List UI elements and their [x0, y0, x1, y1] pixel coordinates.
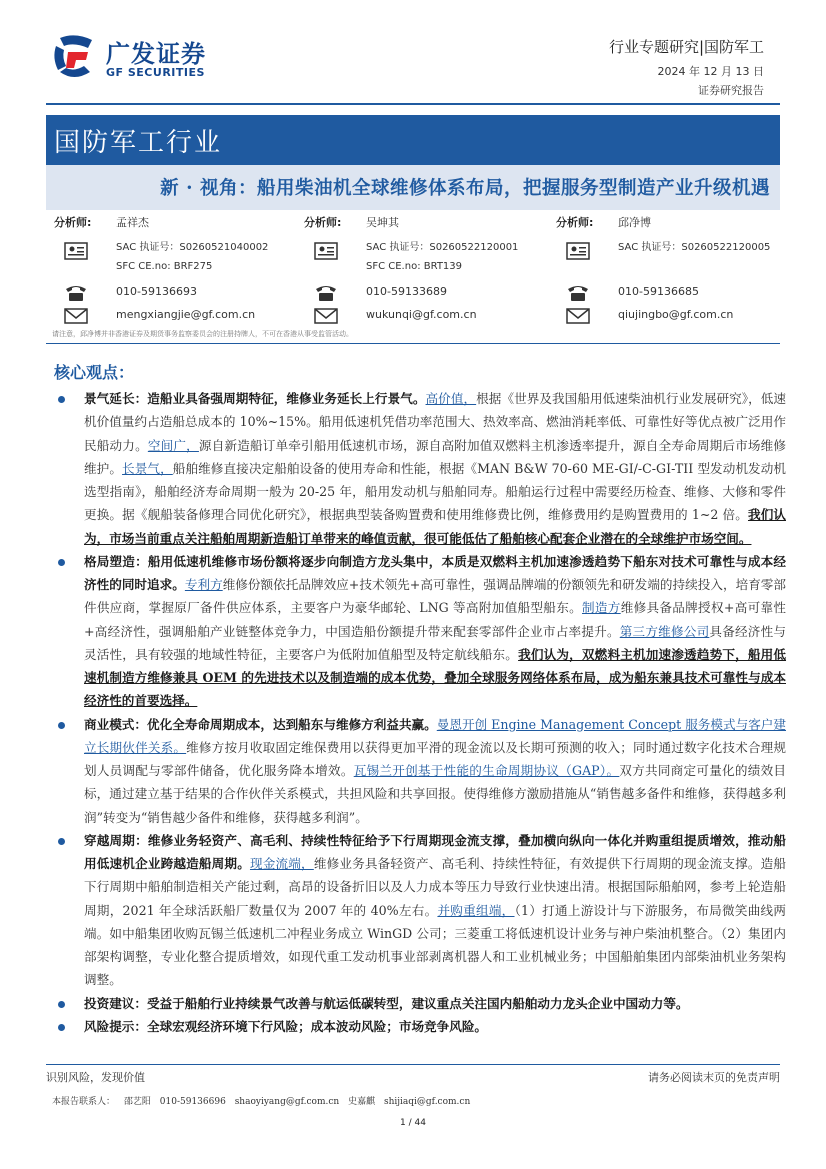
page-number: 1 / 44 [400, 1118, 426, 1128]
logo-text-en: GF SECURITIES [106, 66, 205, 79]
point-keyword: 现金流端， [249, 856, 314, 871]
phone-icon [314, 283, 338, 303]
point-keyword: 专利方 [184, 577, 223, 592]
point-keyword: 长景气， [122, 460, 173, 476]
analyst-card [296, 214, 536, 324]
bullet-icon [58, 1024, 65, 1031]
point-text: 具备经济性与灵活性，具有较强的地域性特征，主要客户为低附加值船型及特定航线船东。 [84, 623, 787, 662]
contact-name: 史嘉麒 [348, 1097, 376, 1107]
mail-icon [64, 306, 88, 326]
report-type: 行业专题研究|国防军工 [608, 38, 764, 56]
analyst-card [548, 214, 788, 324]
industry-title: 国防军工行业 [54, 128, 223, 158]
footer-slogan: 识别风险，发现价值 [46, 1071, 145, 1084]
analyst-email[interactable]: wukunqi@gf.com.cn [366, 308, 477, 321]
point-text: 源自新造船订单牵引船用低速机市场，源自高附加值双燃料主机渗透率提升，源自全寿命周期后市场维修维护。 [84, 437, 787, 476]
contact-phone: 010-59136696 [159, 1097, 226, 1107]
analyst-sac: SAC 执证号：S0260522120005 [618, 242, 771, 253]
point-business-model [54, 713, 786, 829]
analyst-sfc: SFC CE.no: BRT139 [366, 261, 463, 272]
footer-divider [46, 1064, 780, 1065]
bullet-icon [58, 722, 65, 729]
analyst-name: 邱净博 [618, 216, 651, 229]
point-keyword: 并购重组端， [437, 902, 515, 918]
point-text: 维修业务具备轻资产、高毛利、持续性特征，有效提供下行周期的现金流支撑。造船下行周期中船舶制造相关产能过剩，高昂的设备折旧以及人力成本等压力导致行业快速出清。根据国际船舶网，参考上轮造船周期，2021 年全球活跃船厂数量仅为 2007 年的 40%左右。 [84, 856, 787, 918]
point-keyword: 高价值， [425, 391, 477, 406]
mail-icon [314, 306, 338, 326]
bullet-icon [58, 396, 65, 403]
contact-label: 本报告联系人： [52, 1097, 116, 1107]
id-card-icon [64, 241, 88, 261]
analyst-phone: 010-59133689 [366, 285, 447, 298]
point-text: 维修方按月收取固定维保费用以获得更加平滑的现金流以及长期可预测的收入；同时通过数字化技术合理规划人员调配与零部件储备，优化服务降本增效。 [84, 739, 787, 778]
point-text: 双方共同商定可量化的绩效目标，通过建立基于结果的合作伙伴关系模式，共担风险和共享回报。使得维修方激励措施从“销售越多备件和维修，获得越多利润”转变为“销售越少备件和维修，获得越多利润”。 [84, 763, 787, 825]
point-keyword: 第三方维修公司 [619, 623, 710, 639]
title-banner [46, 115, 780, 210]
point-lead: 景气延长：造船业具备强周期特征，维修业务延长上行景气。 [84, 391, 426, 406]
point-keyword: 瓦锡兰开创基于性能的生命周期协议（GAP）。 [353, 763, 620, 778]
point-prosperity [54, 387, 786, 550]
analyst-sfc: SFC CE.no: BRF275 [116, 261, 213, 272]
analyst-phone: 010-59136693 [116, 285, 197, 298]
analyst-sac: SAC 执证号：S0260522120001 [366, 242, 519, 253]
point-keyword: 空间广， [147, 437, 199, 453]
contact-email[interactable]: shijiaqi@gf.com.cn [383, 1097, 471, 1107]
analyst-sac: SAC 执证号：S0260521040002 [116, 242, 269, 253]
phone-icon [566, 283, 590, 303]
point-landscape [54, 550, 786, 713]
section-title: 核心观点： [54, 363, 135, 382]
analyst-email[interactable]: mengxiangjie@gf.com.cn [116, 308, 256, 321]
point-text: （1）打通上游设计与下游服务，布局微笑曲线两端。如中船集团收购瓦锡兰低速机二冲程业务成立 WinGD 公司；三菱重工将低速机设计业务与神户柴油机整合。（2）集团内部架构调整，专业化整合提质增效，如现代重工发动机事业部剥离机器人和工业机械业务；中国船舶集团内部柴油机业务架构调整。 [84, 902, 786, 988]
point-conclusion: 我们认为，市场当前重点关注船舶周期新造船订单带来的峰值贡献，很可能低估了船舶核心配套企业潜在的全球维护市场空间。 [84, 507, 786, 546]
report-contacts [52, 1094, 476, 1107]
core-points [54, 387, 786, 1038]
analyst-name: 吴坤其 [366, 216, 399, 229]
analyst-label: 分析师: [556, 216, 594, 229]
regulatory-notice: 请注意，邱净博并非香港证券及期货事务监察委员会的注册持牌人，不可在香港从事受监管活动。 [52, 330, 353, 338]
analyst-phone: 010-59136685 [618, 285, 699, 298]
analyst-label: 分析师: [304, 216, 342, 229]
point-text: 维修份额依托品牌效应+技术领先+高可靠性，强调品牌端的份额领先和研发端的持续投入，培育零部件供应商，掌握原厂备件供应体系，主要客户为豪华邮轮、LNG 等高附加值船型船东。 [84, 577, 787, 616]
footer-disclaimer[interactable]: 请务必阅读末页的免责声明 [648, 1071, 780, 1084]
analyst-email[interactable]: qiujingbo@gf.com.cn [618, 308, 734, 321]
point-keyword: 制造方 [582, 600, 621, 616]
id-card-icon [314, 241, 338, 261]
analyst-label: 分析师: [54, 216, 92, 229]
point-text: 根据《世界及我国船用低速柴油机行业发展研究》，低速机价值量约占造船总成本的 10%~15%。船用低速机凭借功率范围大、热效率高、燃油消耗率低、可靠性好等优点被广泛用作民船动力。 [84, 391, 787, 453]
report-kind: 证券研究报告 [698, 84, 764, 97]
point-cycle [54, 829, 786, 992]
point-lead: 商业模式：优化全寿命周期成本，达到船东与维修方利益共赢。 [84, 716, 437, 732]
bullet-icon [58, 838, 65, 845]
point-lead: 穿越周期：维修业务轻资产、高毛利、持续性特征给予下行周期现金流支撑，叠加横向纵向一体化并购重组提质增效，推动船用低速机企业跨越造船周期。 [84, 832, 786, 871]
contact-email[interactable]: shaoyiyang@gf.com.cn [234, 1097, 340, 1107]
contact-name: 邵艺阳 [123, 1097, 151, 1107]
report-date: 2024 年 12 月 13 日 [657, 65, 764, 78]
analyst-card [46, 214, 286, 324]
point-investment [54, 992, 786, 1015]
point-keyword: 曼恩开创 Engine Management Concept 服务模式与客户建立长期伙伴关系。 [84, 716, 786, 755]
analyst-name: 孟祥杰 [116, 216, 149, 229]
point-risk [54, 1015, 786, 1038]
headline-bar [46, 165, 780, 210]
point-lead: 风险提示：全球宏观经济环境下行风险；成本波动风险；市场竞争风险。 [84, 1018, 487, 1034]
id-card-icon [566, 241, 590, 261]
company-logo [50, 32, 220, 84]
point-conclusion: 我们认为，双燃料主机加速渗透趋势下，船用低速机制造方维修兼具 OEM 的先进技术以及制造端的成本优势，叠加全球服务网络体系布局，成为船东兼具技术可靠性与成本经济性的首要选择。 [84, 646, 787, 709]
point-text: 船舶维修直接决定船舶设备的使用寿命和性能，根据《MAN B&W 70-60 ME-GI/-C-GI-TII 型发动机发动机选型指南》，船舶经济寿命周期一般为 20-25 年，船用发动机与船舶同寿。船舶运行过程中需要经历检查、维修、大修和零件更换。据《舰船装备修理合同优化研究》，根据典型装备购置费和使用维修费比例，维修费用约是购置费用的 1~2 倍。 [84, 460, 787, 523]
report-headline: 新 · 视角：船用柴油机全球维修体系布局，把握服务型制造产业升级机遇 [160, 178, 770, 199]
bullet-icon [58, 559, 65, 566]
gf-logo-icon [50, 32, 100, 82]
point-text: 维修具备品牌授权+高可靠性+高经济性，强调船舶产业链整体竞争力，中国造船份额提升带来配套零部件企业市占率提升。 [84, 600, 786, 639]
phone-icon [64, 283, 88, 303]
point-lead: 格局塑造：船用低速机维修市场份额将逐步向制造方龙头集中，本质是双燃料主机加速渗透趋势下船东对技术可靠性与成本经济性的同时追求。 [84, 553, 786, 592]
bullet-icon [58, 1001, 65, 1008]
mail-icon [566, 306, 590, 326]
section-divider [46, 343, 780, 344]
header-divider [46, 103, 780, 105]
point-lead: 投资建议：受益于船舶行业持续景气改善与航运低碳转型，建议重点关注国内船舶动力龙头企业中国动力等。 [84, 995, 689, 1011]
logo-text-cn: 广发证券 [106, 40, 206, 68]
